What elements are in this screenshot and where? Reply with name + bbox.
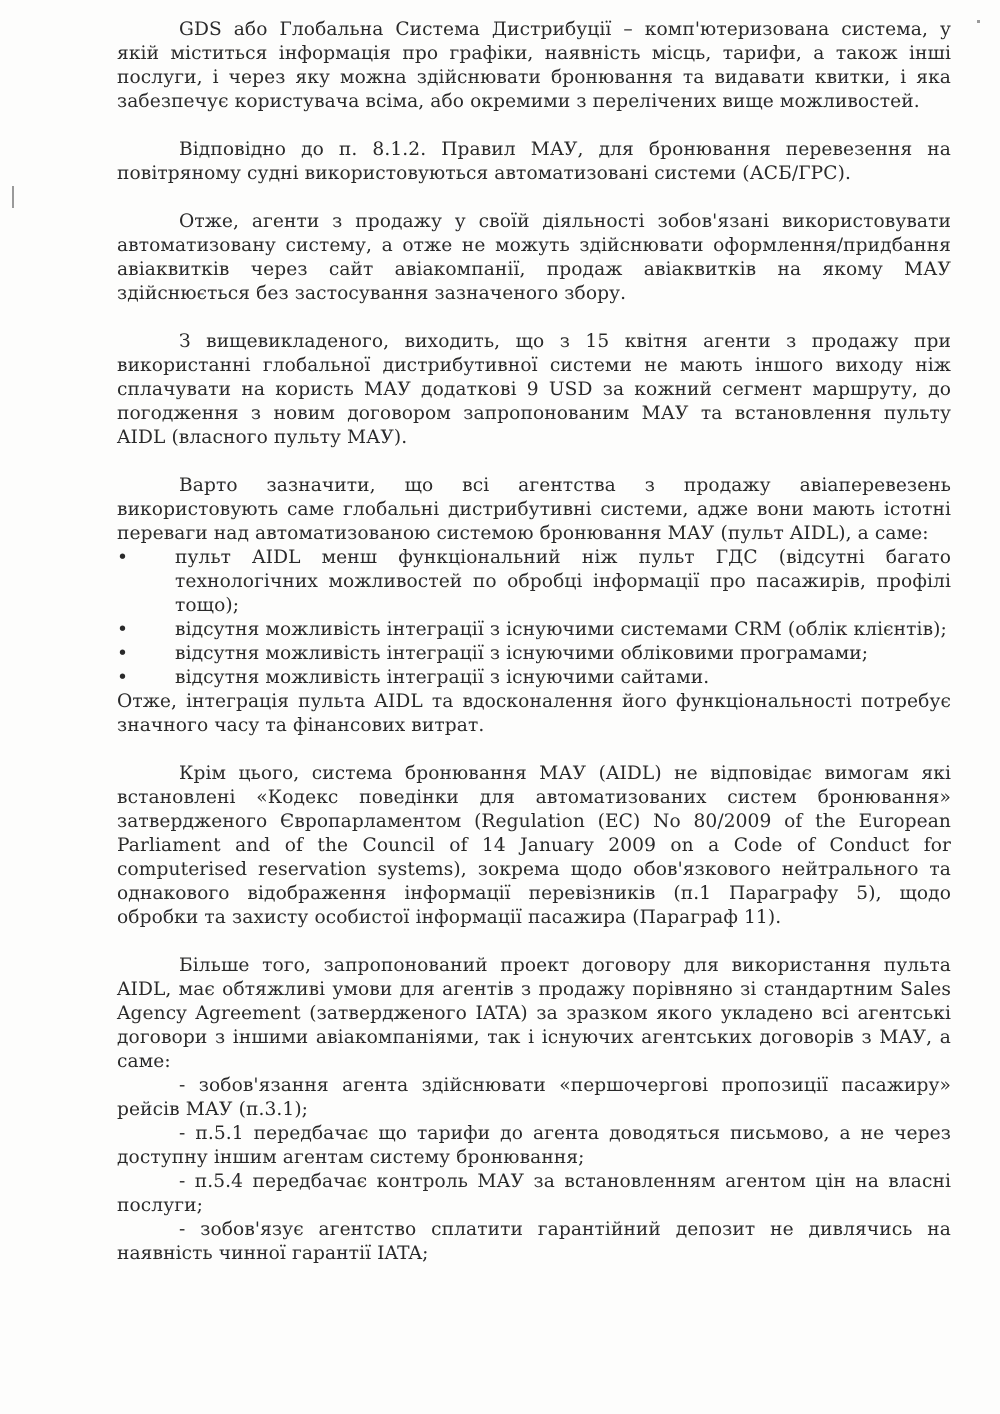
paragraph-code-of-conduct: Крім цього, система бронювання МАУ (AIDL) не відповідає вимогам які встановлені «Кодекс поведінки для автоматизованих систем бронювання» затвердженого Європарламентом (Regulation (EC) No 80/2009 of the European Parliament and of the Council of 14 January 2009 on a Code of Conduct for computerised reservation systems), зокрема щодо обов'язкового нейтрального та однакового відображення інформації перевізників (п.1 Параграфу 5), щодо обробки та захисту особистої інформації пасажира (Параграф 11). [117, 763, 951, 928]
bullet-icon: • [117, 619, 129, 640]
list-item [117, 618, 951, 642]
list-item: - зобов'язання агента здійснювати «першочергові пропозиції пасажиру» рейсів МАУ (п.3.1); [117, 1075, 951, 1120]
list-item [117, 546, 951, 618]
list-item: - зобов'язує агентство сплатити гарантійний депозит не дивлячись на наявність чинної гарантії IATA; [117, 1219, 951, 1264]
scan-mark [12, 186, 14, 208]
bullet-icon: • [117, 643, 129, 664]
paragraph-integration-cost: Отже, інтеграція пульта AIDL та вдосконалення його функціональності потребує значного часу та фінансових витрат. [117, 691, 951, 736]
list-item-text: пульт AIDL менш функціональний ніж пульт ГДС (відсутні багато технологічних можливостей по обробці інформації про пасажирів, профілі тощо); [175, 547, 951, 616]
list-item [117, 642, 951, 666]
paragraph-contract-terms: Більше того, запропонований проект договору для використання пульта AIDL, має обтяжливі умови для агентів з продажу порівняно зі стандартним Sales Agency Agreement (затвердженого IATA) за зразком якого укладено всі агентські договори з іншими авіакомпаніями, так і існуючих агентських договорів з МАУ, а саме: [117, 955, 951, 1072]
paragraph-mau-rules: Відповідно до п. 8.1.2. Правил МАУ, для бронювання перевезення на повітряному судні використовуються автоматизовані системи (АСБ/ГРС). [117, 139, 951, 184]
paragraph-agents-obligation: Отже, агенти з продажу у своїй діяльності зобов'язані використовувати автоматизовану систему, а отже не можуть здійснювати оформлення/придбання авіаквитків через сайт авіакомпанії, продаж авіаквитків на якому МАУ здійснюється без застосування зазначеного збору. [117, 211, 951, 304]
bullet-icon: • [117, 547, 129, 568]
list-item-text: відсутня можливість інтеграції з існуючими системами CRM (облік клієнтів); [175, 619, 947, 640]
list-item-text: відсутня можливість інтеграції з існуючими сайтами. [175, 667, 710, 688]
list-item-text: відсутня можливість інтеграції з існуючими обліковими програмами; [175, 643, 869, 664]
document-body [117, 18, 951, 1266]
paragraph-gds-advantages: Варто зазначити, що всі агентства з продажу авіаперевезень використовують саме глобальні дистрибутивні системи, адже вони мають істотні переваги над автоматизованою системою бронювання МАУ (пульт AIDL), а саме: [117, 475, 951, 544]
list-item: - п.5.4 передбачає контроль МАУ за встановленням агентом цін на власні послуги; [117, 1171, 951, 1216]
list-item [117, 666, 951, 690]
scan-mark [977, 20, 980, 23]
list-item: - п.5.1 передбачає що тарифи до агента доводяться письмово, а не через доступну іншим агентам систему бронювання; [117, 1123, 951, 1168]
paragraph-conclusion-fee: З вищевикладеного, виходить, що з 15 квітня агенти з продажу при використанні глобальної дистрибутивної системи не мають іншого виходу ніж сплачувати на користь МАУ додаткові 9 USD за кожний сегмент маршруту, до погодження з новим договором запропонованим МАУ та встановлення пульту AIDL (власного пульту МАУ). [117, 331, 951, 448]
paragraph-gds-definition: GDS або Глобальна Система Дистрибуції – комп'ютеризована система, у якій міститься інформація про графіки, наявність місць, тарифи, а також інші послуги, і через яку можна здійснювати бронювання та видавати квитки, і яка забезпечує користувача всіма, або окремими з перелічених вище можливостей. [117, 19, 951, 112]
bullet-icon: • [117, 667, 129, 688]
